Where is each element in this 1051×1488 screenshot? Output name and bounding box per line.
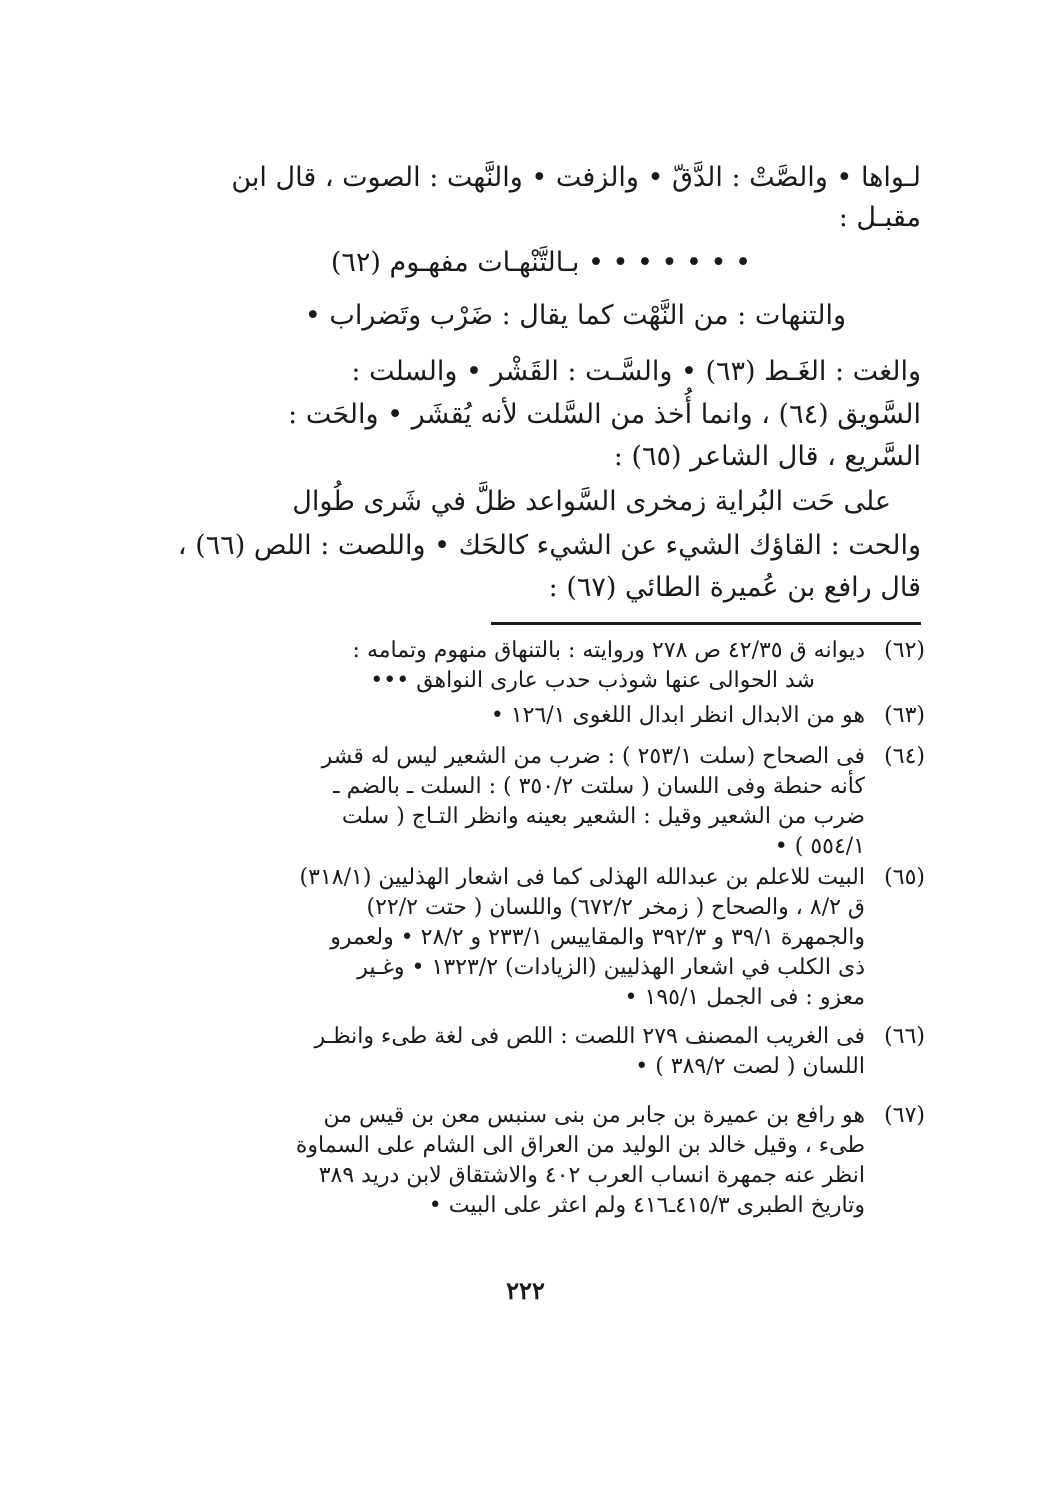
body-line-4: والغت : الغَـط (٦٣) • والسَّـت : القَشْر • والسلت : bbox=[351, 356, 921, 387]
footnote-64 bbox=[125, 742, 925, 862]
footnote-number: (٦٢) bbox=[884, 638, 925, 663]
footnote-line: انظر عنه جمهرة انساب العرب ٤٠٢ والاشتقاق لابن دريد ٣٨٩ bbox=[318, 1163, 865, 1188]
footnote-line: شد الحوالى عنها شوذب حدب عارى النواهق ••• bbox=[370, 668, 815, 693]
verse-1: • • • • • • • بـالتَّنْهـات مفهـوم (٦٢) bbox=[330, 247, 751, 278]
footnote-line: هو رافع بن عميرة بن جابر من بنى سنبس معن بن قيس من bbox=[323, 1103, 865, 1128]
footnote-line: وتاريخ الطبرى ٤١٥/٣ـ٤١٦ ولم اعثر على البيت • bbox=[428, 1193, 865, 1218]
footnote-65 bbox=[125, 863, 925, 1013]
footnote-line: والجمهرة ٣٩/١ و ٣٩٢/٣ والمقاييس ٢٣٣/١ و ٢٨/٢ • ولعمرو bbox=[330, 925, 865, 950]
footnote-number: (٦٧) bbox=[884, 1103, 925, 1128]
footnote-67 bbox=[125, 1101, 925, 1221]
footnote-number: (٦٥) bbox=[884, 865, 925, 890]
footnote-line: فى الصحاح (سلت ٢٥٣/١ ) : ضرب من الشعير ليس له قشر bbox=[321, 744, 865, 769]
footnote-62 bbox=[125, 636, 925, 696]
footnote-line: فى الغريب المصنف ٢٧٩ اللصت : اللص فى لغة طىء وانظـر bbox=[314, 1024, 865, 1049]
body-line-7: والحت : القاؤك الشيء عن الشيء كالحَك • واللصت : اللص (٦٦) ، bbox=[177, 530, 921, 561]
footnote-line: البيت للاعلم بن عبدالله الهذلى كما فى اشعار الهذليين (٣١٨/١) bbox=[299, 865, 865, 890]
footnote-line: ٥٥٤/١ ) • bbox=[774, 834, 865, 859]
footnote-line: ضرب من الشعير وقيل : الشعير بعينه وانظر التـاج ( سلت bbox=[341, 804, 865, 829]
footnote-line: طىء ، وقيل خالد بن الوليد من العراق الى الشام على السماوة bbox=[295, 1133, 865, 1158]
footnote-line: ديوانه ق ٤٢/٣٥ ص ٢٧٨ وروايته : بالتنهاق منهوم وتمامه : bbox=[352, 638, 865, 663]
body-line-5: السَّويق (٦٤) ، وانما أُخذ من السَّلت لأنه يُقشَر • والحَت : bbox=[288, 399, 921, 430]
footnote-line: هو من الابدال انظر ابدال اللغوى ١٢٦/١ • bbox=[490, 703, 865, 728]
footnote-line: معزو : فى الجمل ١٩٥/١ • bbox=[624, 985, 865, 1010]
footnote-line: ق ٨/٢ ، والصحاح ( زمخر ٦٧٢/٢) واللسان ( حتت ٢٢/٢) bbox=[366, 895, 865, 920]
footnote-number: (٦٣) bbox=[884, 703, 925, 728]
footnote-number: (٦٤) bbox=[884, 744, 925, 769]
footnote-63 bbox=[125, 701, 925, 731]
footnote-line: اللسان ( لصت ٣٨٩/٢ ) • bbox=[635, 1054, 865, 1079]
footnote-line: كأنه حنطة وفى اللسان ( سلتت ٣٥٠/٢ ) : السلت ـ بالضم ـ bbox=[333, 774, 865, 799]
footnote-number: (٦٦) bbox=[884, 1024, 925, 1049]
page-number: ٢٢٢ bbox=[506, 1276, 545, 1305]
footnote-66 bbox=[125, 1022, 925, 1082]
footnote-line: ذى الكلب في اشعار الهذليين (الزيادات) ١٣٢٣/٢ • وغـير bbox=[357, 955, 865, 980]
body-line-2: مقبـل : bbox=[838, 202, 921, 233]
body-line-1: لـواها • والصَّتْ : الدَّقّ • والزفت • والنَّهت : الصوت ، قال ابن bbox=[231, 162, 921, 193]
body-line-6: السَّريع ، قال الشاعر (٦٥) : bbox=[613, 441, 921, 472]
body-line-3: والتنهات : من النَّهْت كما يقال : ضَرْب وتَضراب • bbox=[304, 300, 846, 331]
body-line-8: قال رافع بن عُميرة الطائي (٦٧) : bbox=[548, 572, 921, 603]
verse-2: على حَت البُراية زمخرى السَّواعد ظلَّ في شَرى طُوال bbox=[292, 486, 891, 517]
footnote-separator bbox=[491, 622, 921, 625]
